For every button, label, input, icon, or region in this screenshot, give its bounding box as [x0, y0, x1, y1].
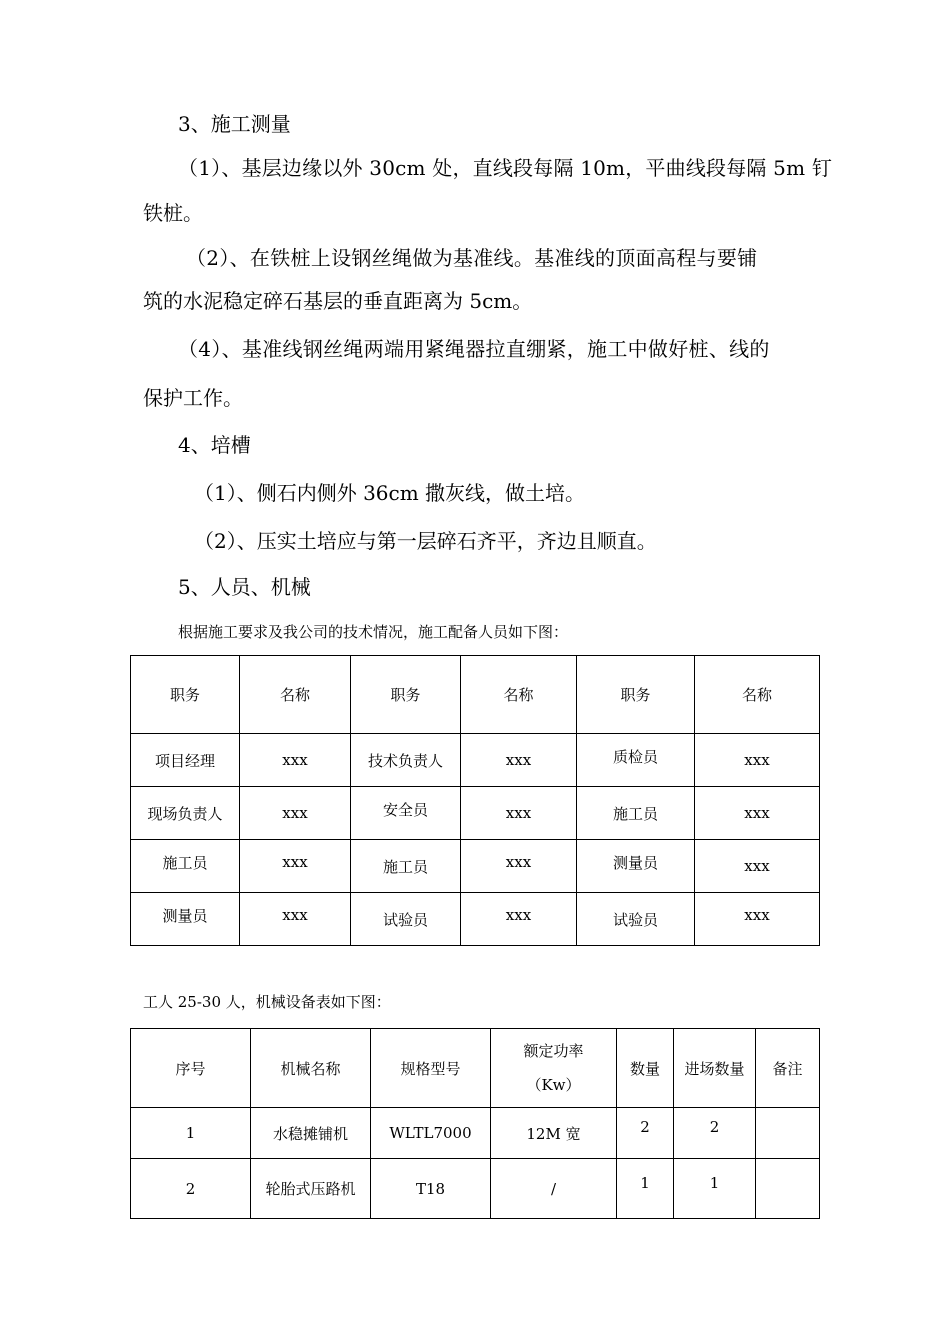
table-cell	[351, 787, 461, 840]
power-header-line-1: 额定功率	[523, 1042, 584, 1060]
machine-header-cell: 备注	[756, 1029, 820, 1108]
table-cell: 现场负责人	[131, 787, 240, 840]
section-3-item-4-line-2: 保护工作。	[143, 386, 243, 410]
table-cell	[674, 1108, 756, 1159]
staff-intro: 根据施工要求及我公司的技术情况，施工配备人员如下图：	[178, 623, 569, 641]
staff-table-header-row	[131, 656, 820, 734]
table-cell	[577, 734, 695, 787]
table-cell-text: xxx	[282, 906, 308, 924]
table-cell	[131, 840, 240, 893]
machine-header-cell-power	[491, 1029, 617, 1108]
staff-header-cell: 职务	[577, 656, 695, 734]
table-cell: 轮胎式压路机	[251, 1159, 371, 1219]
table-cell: 试验员	[351, 893, 461, 946]
staff-header-cell: 名称	[461, 656, 577, 734]
machine-header-cell: 规格型号	[371, 1029, 491, 1108]
table-cell: 施工员	[351, 840, 461, 893]
table-cell-text: xxx	[505, 906, 532, 924]
table-cell: xxx	[461, 734, 577, 787]
machine-header-cell: 机械名称	[251, 1029, 371, 1108]
table-cell	[756, 1159, 820, 1219]
table-cell: 2	[131, 1159, 251, 1219]
table-cell	[240, 840, 351, 893]
table-cell-text: 2	[709, 1118, 720, 1136]
section-3-item-2-line-2: 筑的水泥稳定碎石基层的垂直距离为 5cm。	[143, 289, 533, 313]
table-cell-text: 测量员	[162, 906, 208, 925]
table-cell-text: 测量员	[612, 853, 658, 872]
machine-header-cell: 序号	[131, 1029, 251, 1108]
machine-header-cell: 数量	[617, 1029, 674, 1108]
table-cell: 水稳摊铺机	[251, 1108, 371, 1159]
power-header-line-2: （Kw）	[526, 1076, 581, 1094]
table-cell: xxx	[695, 840, 820, 893]
table-cell-text: 1	[709, 1173, 720, 1192]
table-cell: 试验员	[577, 893, 695, 946]
staff-table	[130, 655, 820, 946]
table-cell: xxx	[695, 734, 820, 787]
table-cell-text: 2	[640, 1118, 650, 1136]
table-cell-text: 质检员	[612, 747, 658, 766]
table-row	[131, 893, 820, 946]
table-cell	[617, 1159, 674, 1219]
table-cell-text: xxx	[744, 906, 770, 924]
table-row	[131, 787, 820, 840]
table-row	[131, 1159, 820, 1219]
table-row	[131, 734, 820, 787]
table-cell-text: xxx	[282, 853, 308, 871]
table-cell	[131, 893, 240, 946]
table-cell-text: 安全员	[382, 800, 428, 819]
table-cell	[756, 1108, 820, 1159]
table-cell: xxx	[240, 734, 351, 787]
machine-table	[130, 1028, 820, 1219]
section-3-item-4-line-1: （4）、基准线钢丝绳两端用紧绳器拉直绷紧，施工中做好桩、线的	[178, 337, 770, 361]
table-cell-text: xxx	[505, 853, 532, 871]
table-cell: xxx	[695, 787, 820, 840]
table-cell: 施工员	[577, 787, 695, 840]
section-4-item-2: （2）、压实土培应与第一层碎石齐平，齐边且顺直。	[194, 529, 657, 553]
table-cell: 项目经理	[131, 734, 240, 787]
section-3-heading: 3、施工测量	[178, 112, 291, 136]
table-cell-text: 1	[640, 1173, 650, 1192]
staff-header-cell: 名称	[695, 656, 820, 734]
table-cell: 1	[131, 1108, 251, 1159]
section-5-heading: 5、人员、机械	[178, 575, 311, 599]
staff-header-cell: 职务	[351, 656, 461, 734]
machine-table-header-row	[131, 1029, 820, 1108]
machine-intro: 工人 25-30 人，机械设备表如下图：	[143, 993, 391, 1011]
section-4-item-1: （1）、侧石内侧外 36cm 撒灰线，做土培。	[194, 481, 586, 505]
table-cell	[461, 893, 577, 946]
table-cell-text: 施工员	[162, 853, 208, 872]
section-3-item-1-line-1: （1）、基层边缘以外 30cm 处，直线段每隔 10m，平曲线段每隔 5m 钉	[178, 156, 833, 180]
table-cell: xxx	[461, 787, 577, 840]
staff-header-cell: 职务	[131, 656, 240, 734]
section-3-item-1-line-2: 铁桩。	[143, 201, 203, 225]
table-cell: xxx	[240, 787, 351, 840]
table-row	[131, 1108, 820, 1159]
table-cell: /	[491, 1159, 617, 1219]
table-row	[131, 840, 820, 893]
section-4-heading: 4、培槽	[178, 433, 251, 457]
table-cell: T18	[371, 1159, 491, 1219]
table-cell	[695, 893, 820, 946]
machine-header-cell: 进场数量	[674, 1029, 756, 1108]
table-cell	[577, 840, 695, 893]
table-cell	[461, 840, 577, 893]
table-cell	[240, 893, 351, 946]
table-cell	[674, 1159, 756, 1219]
table-cell: WLTL7000	[371, 1108, 491, 1159]
table-cell	[617, 1108, 674, 1159]
table-cell: 技术负责人	[351, 734, 461, 787]
section-3-item-2-line-1: （2）、在铁桩上设钢丝绳做为基准线。基准线的顶面高程与要铺	[186, 246, 758, 270]
staff-header-cell: 名称	[240, 656, 351, 734]
table-cell: 12M 宽	[491, 1108, 617, 1159]
